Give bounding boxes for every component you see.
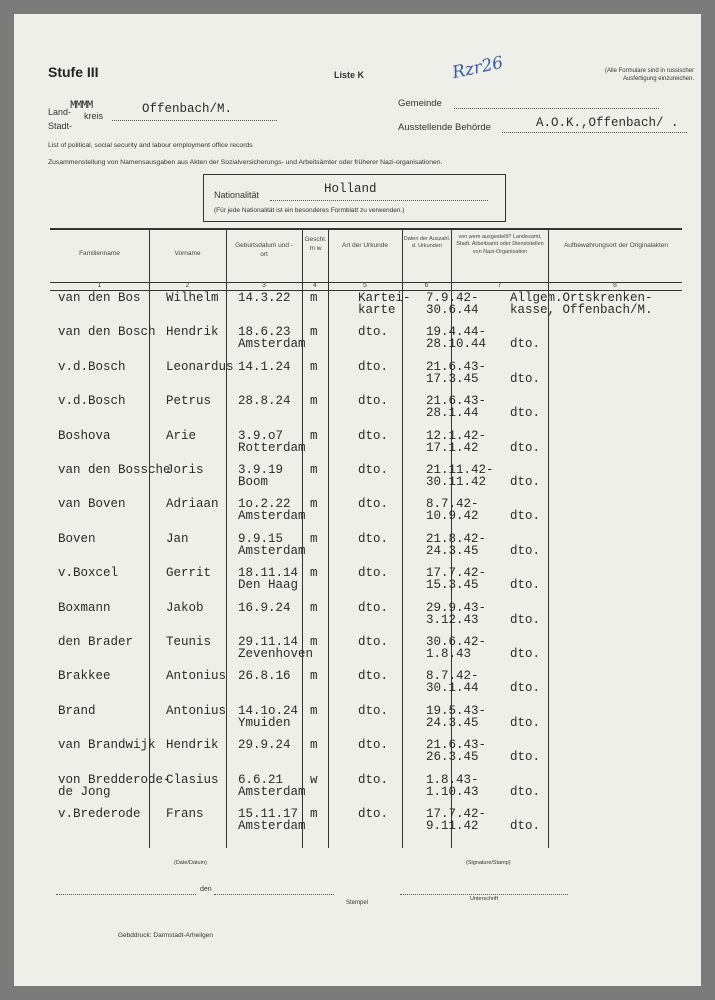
- birth-place: Zevenhoven: [238, 647, 314, 661]
- surname: v.Brederode: [58, 807, 141, 821]
- first-name: Jakob: [166, 600, 204, 615]
- signature-line: [400, 894, 568, 895]
- nationality-line: [270, 200, 488, 201]
- land-label: Land-: [48, 107, 72, 117]
- first-name: Petrus: [166, 394, 212, 409]
- first-name: Clasius: [166, 772, 219, 787]
- table-row: [14, 395, 701, 427]
- place-line: [56, 894, 196, 895]
- birth-date: 18.11.14: [238, 566, 299, 581]
- date-to: 28.10.44: [426, 337, 487, 352]
- date-to: 10.9.42: [426, 509, 479, 524]
- date-to: 9.11.42: [426, 819, 479, 833]
- first-name: Antonius: [166, 669, 227, 684]
- behoerde-value: A.O.K.,Offenbach/ .: [536, 116, 679, 130]
- birth-date: 16.9.24: [238, 600, 291, 615]
- doc-type: dto.: [358, 497, 389, 512]
- sex: m: [310, 394, 318, 409]
- subtitle-en: List of political, social security and labour employment office records: [48, 142, 253, 149]
- date-from: 21.8.42-: [426, 531, 487, 546]
- date-to: 15.3.45: [426, 578, 479, 593]
- doc-type: dto.: [358, 531, 389, 546]
- column-number: 1: [97, 282, 102, 289]
- date-to: 26.3.45: [426, 750, 479, 765]
- nationality-box: [203, 174, 506, 222]
- birth-date: 28.8.24: [238, 394, 291, 409]
- sex: m: [310, 566, 318, 581]
- date-to: 30.6.44: [426, 303, 479, 317]
- sex: m: [310, 807, 318, 821]
- doc-type-cont: karte: [358, 303, 396, 317]
- keeper-cont: dto.: [510, 819, 541, 833]
- surname: Brand: [58, 703, 96, 718]
- date-from: 29.9.43-: [426, 600, 487, 615]
- birth-place: Den Haag: [238, 578, 299, 593]
- surname: v.d.Bosch: [58, 359, 126, 374]
- birth-place: Boom: [238, 475, 269, 489]
- column-header: Daten der Auszahl. d. Urkunden: [403, 236, 451, 250]
- date-from: 21.11.42-: [426, 463, 494, 477]
- nationality-note: (Für jede Nationalität ist ein besonderes Formblatt zu verwenden.): [214, 207, 405, 214]
- footer-stempel: Stempel: [346, 900, 369, 906]
- birth-date: 15.11.17: [238, 807, 299, 821]
- column-header: von wem ausgestellt? Landesamt, Stadt. Arbeitsamt oder Dienststellen von Nazi-Organisation: [456, 234, 544, 255]
- keeper-cont: dto.: [510, 681, 541, 696]
- column-header: Geschl. m w: [304, 236, 327, 252]
- first-name: Hendrik: [166, 325, 219, 340]
- land-overstrike: MMMM: [70, 100, 93, 112]
- doc-type: dto.: [358, 359, 389, 374]
- birth-place: Amsterdam: [238, 819, 306, 833]
- birth-place: Amsterdam: [238, 509, 306, 524]
- table-row: [14, 602, 701, 634]
- doc-type: Kartei-: [358, 291, 411, 305]
- stadt-label: Stadt-: [48, 121, 73, 131]
- date-from: 1.8.43-: [426, 772, 479, 787]
- sex: m: [310, 463, 318, 477]
- surname-cont: de Jong: [58, 784, 111, 799]
- table-row: [14, 326, 701, 358]
- birth-date: 1o.2.22: [238, 497, 291, 512]
- sex: m: [310, 291, 318, 305]
- table-row: [14, 498, 701, 530]
- birth-place: Amsterdam: [238, 543, 306, 558]
- surname: v.Boxcel: [58, 566, 119, 581]
- column-number: 5: [363, 282, 367, 289]
- first-name: Hendrik: [166, 738, 219, 753]
- date-from: 17.7.42-: [426, 566, 487, 581]
- table-row: [14, 670, 701, 702]
- sex: m: [310, 600, 318, 615]
- sex: m: [310, 531, 318, 546]
- sex: m: [310, 738, 318, 753]
- column-number: 2: [185, 282, 190, 289]
- birth-date: 26.8.16: [238, 669, 291, 684]
- table-row: [14, 533, 701, 565]
- keeper-cont: dto.: [510, 543, 541, 558]
- printer-imprint: Gebddruck: Darmstadt-Arheilgen: [118, 932, 214, 939]
- date-from: 17.7.42-: [426, 807, 487, 821]
- doc-type: dto.: [358, 807, 389, 821]
- sex: m: [310, 635, 318, 649]
- handwritten-note: Rzr26: [450, 52, 506, 84]
- kreis-value: Offenbach/M.: [142, 102, 233, 116]
- date-from: 21.6.43-: [426, 738, 487, 753]
- sex: m: [310, 359, 318, 374]
- first-name: Frans: [166, 807, 204, 821]
- first-name: Wilhelm: [166, 291, 219, 305]
- birth-date: 14.1o.24: [238, 703, 299, 718]
- birth-date: 14.1.24: [238, 359, 291, 374]
- sex: m: [310, 428, 318, 443]
- table-top-rule: [50, 228, 682, 230]
- doc-type: dto.: [358, 428, 389, 443]
- first-name: Adriaan: [166, 497, 219, 512]
- column-header: Geburtsdatum und -ort: [235, 242, 293, 258]
- keeper-cont: kasse, Offenbach/M.: [510, 303, 653, 317]
- first-name: Joris: [166, 463, 204, 477]
- first-name: Gerrit: [166, 566, 212, 581]
- doc-type: dto.: [358, 463, 389, 477]
- gemeinde-line: [454, 108, 659, 109]
- subtitle-de: Zusammenstellung von Namensausgaben aus Akten der Sozialversicherungs- und Arbeitsämter oder früherer Nazi-organisationen.: [48, 159, 443, 166]
- column-number: 7: [497, 282, 502, 289]
- table-row: [14, 636, 701, 668]
- keeper-cont: dto.: [510, 784, 541, 799]
- date-from: 7.9.42-: [426, 291, 479, 305]
- column-number: 3: [262, 282, 266, 289]
- sex: w: [310, 772, 318, 787]
- date-from: 30.6.42-: [426, 635, 487, 649]
- behoerde-label: Ausstellende Behörde: [398, 122, 491, 133]
- date-to: 30.11.42: [426, 475, 487, 489]
- surname: van den Bossche: [58, 463, 171, 477]
- birth-place: Amsterdam: [238, 784, 306, 799]
- nationality-value: Holland: [324, 182, 377, 196]
- first-name: Leonardus: [166, 359, 234, 374]
- date-from: 12.1.42-: [426, 428, 487, 443]
- date-from: 21.6.43-: [426, 394, 487, 409]
- surname: Boshova: [58, 428, 111, 443]
- instruction-note: (Alle Formulare sind in russischer Ausfertigung einzureichen.: [604, 68, 694, 82]
- surname: Brakkee: [58, 669, 111, 684]
- footer-signature-label: (Signature/Stamp): [466, 860, 511, 866]
- date-to: 24.3.45: [426, 715, 479, 730]
- date-from: 8.7.42-: [426, 669, 479, 684]
- date-from: 8.7.42-: [426, 497, 479, 512]
- surname: v.d.Bosch: [58, 394, 126, 409]
- birth-place: Rotterdam: [238, 440, 306, 455]
- sex: m: [310, 669, 318, 684]
- column-header: Art der Urkunde: [342, 242, 388, 249]
- table-row: [14, 464, 701, 496]
- footer-den: den: [200, 886, 212, 893]
- kreis-line: [112, 120, 277, 121]
- table-row: [14, 808, 701, 840]
- column-number: 4: [313, 282, 317, 289]
- doc-type: dto.: [358, 600, 389, 615]
- doc-type: dto.: [358, 772, 389, 787]
- date-to: 30.1.44: [426, 681, 479, 696]
- keeper-cont: dto.: [510, 647, 541, 661]
- keeper-cont: dto.: [510, 509, 541, 524]
- first-name: Arie: [166, 428, 197, 443]
- keeper-cont: dto.: [510, 337, 541, 352]
- keeper-cont: dto.: [510, 440, 541, 455]
- keeper-cont: dto.: [510, 612, 541, 627]
- keeper-cont: dto.: [510, 475, 541, 489]
- surname: Boxmann: [58, 600, 111, 615]
- table-row: [14, 292, 701, 324]
- surname: van den Bos: [58, 291, 141, 305]
- date-to: 17.3.45: [426, 371, 479, 386]
- nationality-label: Nationalität: [214, 190, 260, 200]
- surname: van Boven: [58, 497, 126, 512]
- doc-type: dto.: [358, 738, 389, 753]
- surname: von Bredderode-: [58, 772, 171, 787]
- table-row: [14, 739, 701, 771]
- date-to: 1.10.43: [426, 784, 479, 799]
- table-row: [14, 705, 701, 737]
- footer-date-label: (Date/Datum): [174, 860, 208, 866]
- surname: Boven: [58, 531, 96, 546]
- date-from: 21.6.43-: [426, 359, 487, 374]
- birth-date: 18.6.23: [238, 325, 291, 340]
- gemeinde-label: Gemeinde: [398, 98, 442, 109]
- birth-date: 29.11.14: [238, 635, 299, 649]
- first-name: Teunis: [166, 635, 212, 649]
- birth-place: Ymuiden: [238, 715, 291, 730]
- table-row: [14, 361, 701, 393]
- behoerde-line: [502, 132, 687, 133]
- keeper-cont: dto.: [510, 715, 541, 730]
- date-to: 3.12.43: [426, 612, 479, 627]
- surname: van Brandwijk: [58, 738, 156, 753]
- sex: m: [310, 703, 318, 718]
- table-row: [14, 430, 701, 462]
- keeper: Allgem.Ortskrenken-: [510, 291, 653, 305]
- surname: den Brader: [58, 635, 134, 649]
- footer-unterschrift: Unterschrift: [470, 896, 499, 902]
- date-line: [214, 894, 334, 895]
- sex: m: [310, 497, 318, 512]
- column-header: Aufbewahrungsort der Originalakten: [563, 242, 669, 249]
- doc-type: dto.: [358, 325, 389, 340]
- column-number: 8: [613, 282, 617, 289]
- kreis-label: kreis: [84, 111, 104, 121]
- birth-date: 3.9.o7: [238, 428, 284, 443]
- document-sheet: [14, 14, 701, 986]
- date-to: 1.8.43: [426, 647, 472, 661]
- doc-type: dto.: [358, 566, 389, 581]
- date-to: 24.3.45: [426, 543, 479, 558]
- doc-type: dto.: [358, 703, 389, 718]
- doc-type: dto.: [358, 669, 389, 684]
- stage-title: Stufe III: [48, 64, 99, 80]
- birth-date: 6.6.21: [238, 772, 284, 787]
- birth-date: 14.3.22: [238, 291, 291, 305]
- date-to: 17.1.42: [426, 440, 479, 455]
- table-row: [14, 567, 701, 599]
- date-from: 19.5.43-: [426, 703, 487, 718]
- column-header: Vorname: [174, 250, 201, 257]
- doc-type: dto.: [358, 394, 389, 409]
- birth-date: 9.9.15: [238, 531, 284, 546]
- sex: m: [310, 325, 318, 340]
- first-name: Antonius: [166, 703, 227, 718]
- column-number: 6: [424, 282, 429, 289]
- birth-date: 3.9.19: [238, 463, 284, 477]
- doc-type: dto.: [358, 635, 389, 649]
- date-from: 19.4.44-: [426, 325, 487, 340]
- first-name: Jan: [166, 531, 189, 546]
- keeper-cont: dto.: [510, 750, 541, 765]
- birth-place: Amsterdam: [238, 337, 306, 352]
- table-row: [14, 774, 701, 806]
- keeper-cont: dto.: [510, 406, 541, 421]
- keeper-cont: dto.: [510, 578, 541, 593]
- column-header: Familienname: [79, 250, 120, 257]
- date-to: 28.1.44: [426, 406, 479, 421]
- surname: van den Bosch: [58, 325, 156, 340]
- list-label: Liste K: [334, 70, 365, 80]
- keeper-cont: dto.: [510, 371, 541, 386]
- birth-date: 29.9.24: [238, 738, 291, 753]
